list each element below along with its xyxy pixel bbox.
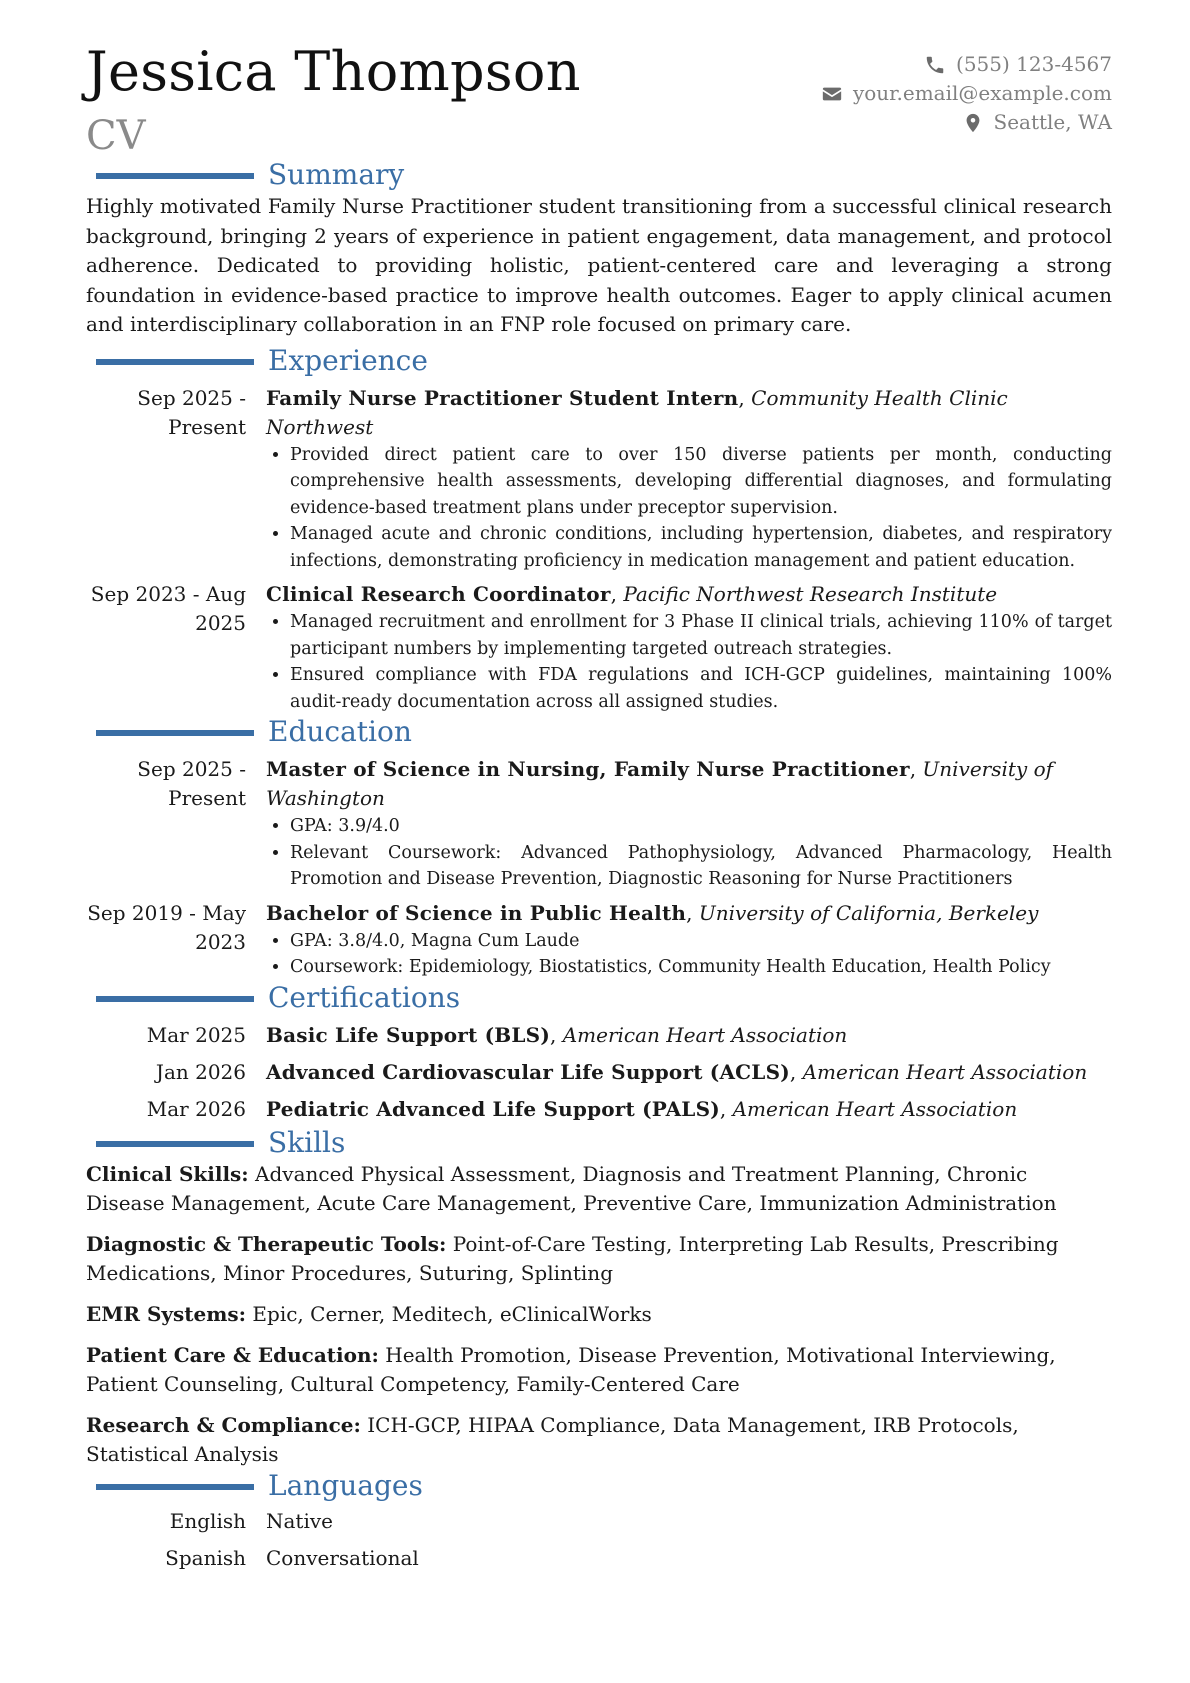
language-level: Native: [266, 1508, 333, 1533]
entry-bullets: [266, 813, 1112, 893]
contact-email[interactable]: [821, 79, 1112, 108]
cert-date: Mar 2025: [146, 1022, 246, 1047]
experience-entry: [86, 384, 1112, 575]
skill-category: Clinical Skills:: [86, 1161, 249, 1186]
heading-accent-bar: [96, 1484, 254, 1490]
education-heading: Education: [268, 715, 412, 748]
skill-items: Health Promotion, Disease Prevention, Motivational Interviewing, Patient Counseling, Cultural Competency, Family-Centered Care: [86, 1342, 1056, 1396]
skill-category: Research & Compliance:: [86, 1412, 361, 1437]
skill-category: Diagnostic & Therapeutic Tools:: [86, 1231, 447, 1256]
entry-date: Sep 2019 - May 2023: [87, 900, 246, 954]
section-heading: [86, 344, 1112, 378]
skill-items: Epic, Cerner, Meditech, eClinicalWorks: [252, 1301, 652, 1326]
education-entry: [86, 899, 1112, 981]
skill-items: Point-of-Care Testing, Interpreting Lab Results, Prescribing Medications, Minor Procedures, Suturing, Splinting: [86, 1231, 1059, 1285]
summary-section: [86, 158, 1112, 340]
entry-institution: University of Washington: [266, 757, 1054, 810]
cert-name: Basic Life Support (BLS): [266, 1022, 550, 1047]
entry-organization: Community Health Clinic Northwest: [266, 385, 1008, 439]
education-entry: [86, 755, 1112, 893]
bullet-item: • Provided direct patient care to over 150 diverse patients per month, conducting comprehensive health assessments, developing differential diagnoses, and formulating evidence-based treatment plans under preceptor supervision.: [290, 442, 1112, 522]
heading-accent-bar: [96, 996, 254, 1002]
cert-name: Advanced Cardiovascular Life Support (ACLS): [266, 1059, 790, 1084]
entry-title: Family Nurse Practitioner Student Intern, Community Health Clinic Northwest: [266, 385, 1008, 439]
heading-accent-bar: [96, 1141, 254, 1147]
entry-bullets: [266, 928, 1112, 981]
skill-category: Patient Care & Education:: [86, 1342, 379, 1367]
skill-group: [86, 1411, 1112, 1469]
cert-issuer: American Heart Association: [562, 1022, 848, 1047]
certification-entry: Mar 2025 Basic Life Support (BLS), American Heart Association: [86, 1019, 1112, 1052]
section-heading: [86, 981, 1112, 1015]
skill-items: ICH-GCP, HIPAA Compliance, Data Management, IRB Protocols, Statistical Analysis: [86, 1412, 1019, 1466]
skill-group: [86, 1160, 1112, 1218]
heading-accent-bar: [96, 730, 254, 736]
entry-role: Family Nurse Practitioner Student Intern: [266, 385, 739, 410]
email-text: your.email@example.com: [852, 81, 1112, 105]
envelope-icon: [821, 83, 843, 105]
cert-date: Mar 2026: [146, 1096, 246, 1121]
bullet-item: • Relevant Coursework: Advanced Pathophysiology, Advanced Pharmacology, Health Promotion and Disease Prevention, Diagnostic Reasoning for Nurse Practitioners: [290, 840, 1112, 893]
entry-date: Sep 2025 - Present: [137, 385, 246, 439]
language-level: Conversational: [266, 1545, 419, 1570]
entry-date: Sep 2025 - Present: [137, 757, 246, 810]
certifications-heading: Certifications: [268, 980, 461, 1014]
skill-group: [86, 1230, 1112, 1288]
heading-accent-bar: [96, 173, 254, 179]
bullet-item: • Coursework: Epidemiology, Biostatistics, Community Health Education, Health Policy: [290, 954, 1112, 981]
entry-title: Clinical Research Coordinator, Pacific Northwest Research Institute: [266, 582, 998, 606]
phone-icon: [924, 54, 946, 76]
section-heading: [86, 158, 1112, 192]
entry-bullets: [266, 442, 1112, 575]
certification-entry: Jan 2026 Advanced Cardiovascular Life Support (ACLS), American Heart Association: [86, 1056, 1112, 1089]
cv-page: [86, 40, 1112, 1577]
cert-issuer: American Heart Association: [732, 1096, 1018, 1121]
languages-heading: Languages: [268, 1468, 423, 1502]
entry-bullets: [266, 609, 1112, 715]
experience-entry: [86, 580, 1112, 715]
skill-category: EMR Systems:: [86, 1301, 247, 1326]
skills-section: [86, 1126, 1112, 1469]
location-text: Seattle, WA: [993, 110, 1112, 134]
contact-location: [821, 108, 1112, 137]
certifications-section: [86, 981, 1112, 1126]
language-entry: [86, 1540, 1112, 1577]
entry-degree: Master of Science in Nursing, Family Nurse Practitioner: [266, 757, 910, 781]
bullet-item: • GPA: 3.9/4.0: [290, 813, 1112, 840]
experience-heading: Experience: [268, 343, 428, 377]
cert-date: Jan 2026: [155, 1059, 246, 1084]
language-entry: [86, 1503, 1112, 1540]
education-section: [86, 715, 1112, 981]
entry-date: Sep 2023 - Aug 2025: [90, 582, 246, 635]
language-name: English: [169, 1508, 246, 1533]
summary-text: Highly motivated Family Nurse Practitioner student transitioning from a successful clinical research background, bringing 2 years of experience in patient engagement, data management, and protocol adherence. Dedicated to providing holistic, patient-centered care and leveraging a strong foundation in evidence-based practice to improve health outcomes. Eager to apply clinical acumen and interdisciplinary collaboration in an FNP role focused on primary care.: [86, 194, 1112, 336]
skills-heading: Skills: [268, 1125, 346, 1159]
candidate-name: Jessica Thompson: [86, 40, 581, 103]
entry-title: Master of Science in Nursing, Family Nurse Practitioner, University of Washington: [266, 757, 1054, 810]
section-heading: [86, 1469, 1112, 1503]
bullet-item: • Managed recruitment and enrollment for 3 Phase II clinical trials, achieving 110% of target participant numbers by implementing targeted outreach strategies.: [290, 609, 1112, 662]
contact-phone[interactable]: [821, 50, 1112, 79]
entry-role: Clinical Research Coordinator: [266, 582, 611, 606]
bullet-item: • GPA: 3.8/4.0, Magna Cum Laude: [290, 928, 1112, 955]
map-marker-icon: [962, 112, 984, 134]
heading-accent-bar: [96, 359, 254, 365]
bullet-item: • Ensured compliance with FDA regulations and ICH-GCP guidelines, maintaining 100% audit-ready documentation across all assigned studies.: [290, 662, 1112, 715]
languages-section: [86, 1469, 1112, 1577]
skill-group: [86, 1300, 1112, 1329]
skill-group: [86, 1341, 1112, 1399]
phone-text: (555) 123-4567: [956, 52, 1112, 76]
cert-issuer: American Heart Association: [802, 1059, 1088, 1084]
entry-degree: Bachelor of Science in Public Health: [266, 900, 687, 925]
certification-entry: Mar 2026 Pediatric Advanced Life Support (PALS), American Heart Association: [86, 1093, 1112, 1126]
entry-organization: Pacific Northwest Research Institute: [623, 582, 998, 606]
cert-name: Pediatric Advanced Life Support (PALS): [266, 1096, 720, 1121]
contact-info: [821, 50, 1112, 137]
section-heading: [86, 1126, 1112, 1160]
bullet-item: • Managed acute and chronic conditions, including hypertension, diabetes, and respiratory infections, demonstrating proficiency in medication management and patient education.: [290, 521, 1112, 574]
entry-institution: University of California, Berkeley: [698, 900, 1039, 925]
entry-title: Bachelor of Science in Public Health, University of California, Berkeley: [266, 900, 1039, 925]
experience-section: [86, 344, 1112, 716]
skill-items: Advanced Physical Assessment, Diagnosis and Treatment Planning, Chronic Disease Management, Acute Care Management, Preventive Care, Immunization Administration: [86, 1161, 1057, 1215]
header: [86, 40, 1112, 158]
section-heading: [86, 715, 1112, 749]
summary-heading: Summary: [268, 158, 405, 191]
language-name: Spanish: [165, 1545, 246, 1570]
document-type: CV: [86, 113, 146, 159]
